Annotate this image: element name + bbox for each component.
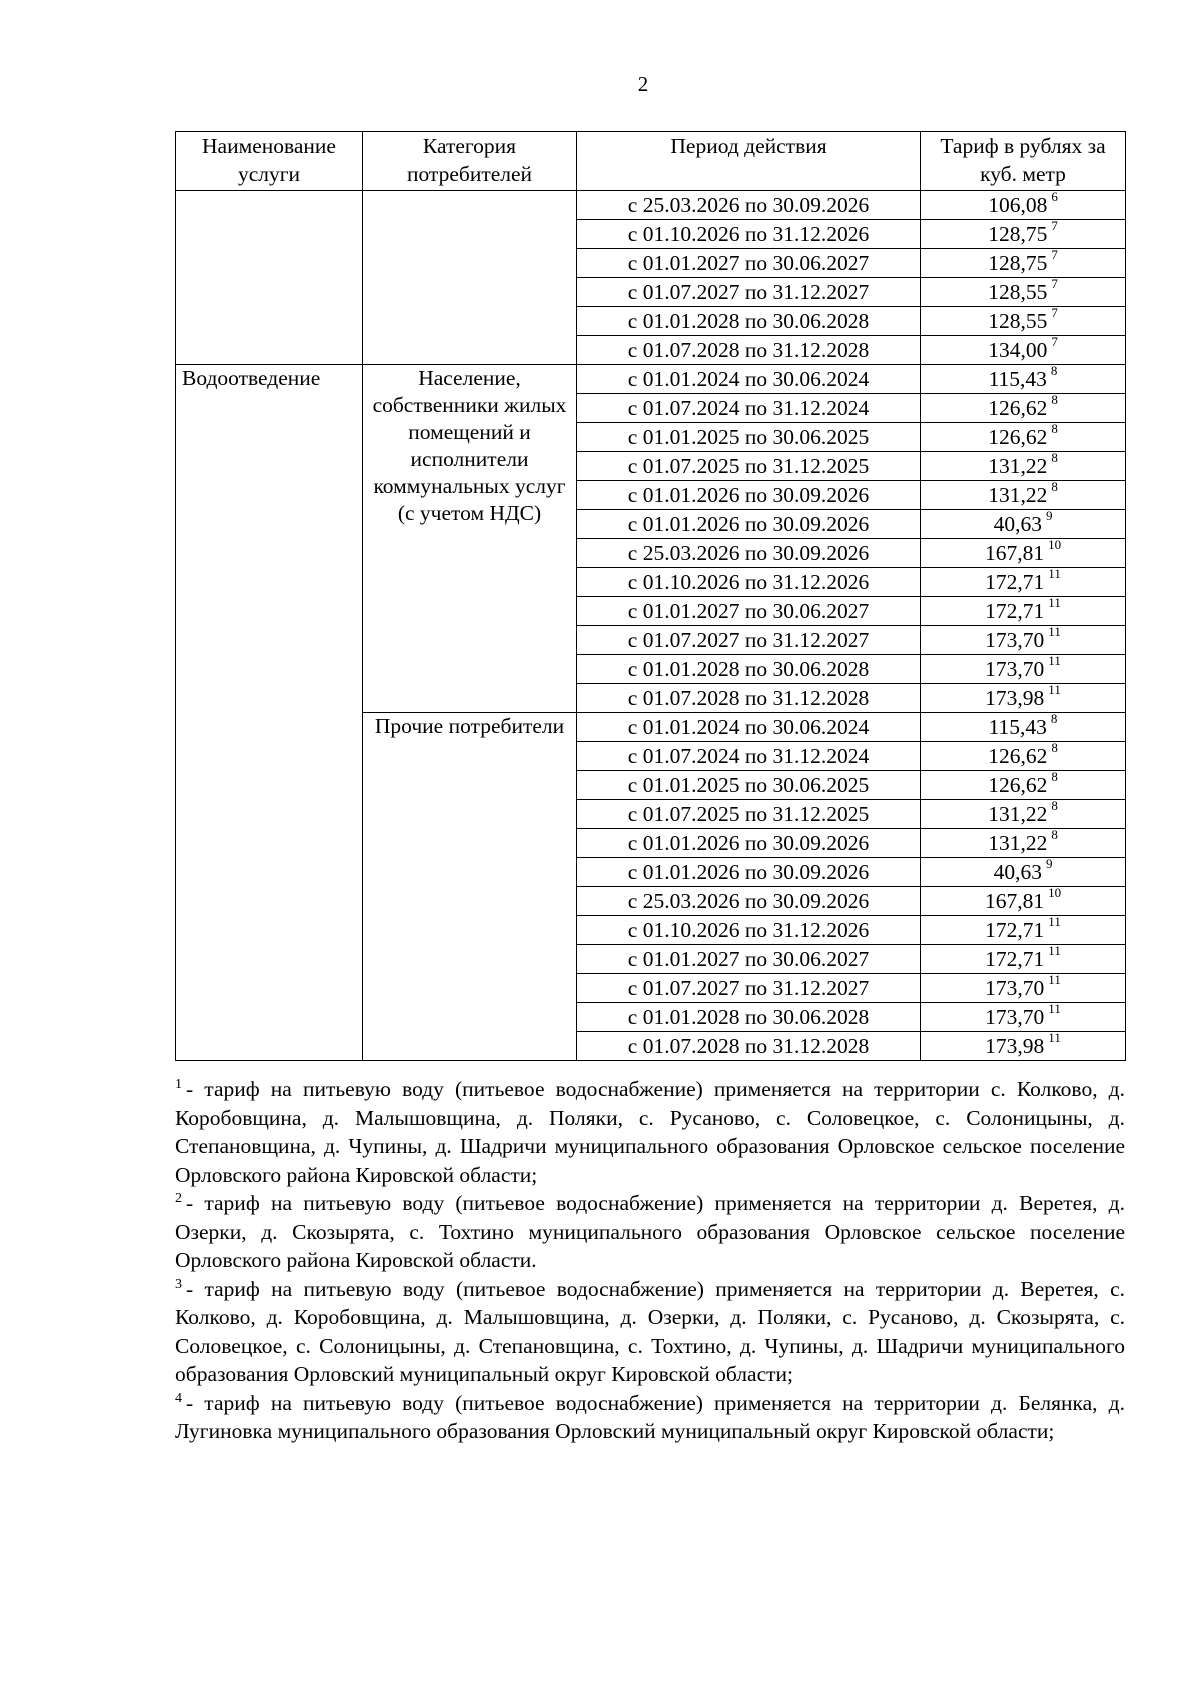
tariff-cell (921, 217, 1126, 249)
tariff-footnote-ref: 8 (1050, 362, 1058, 378)
table-row (176, 191, 1126, 220)
tariff-footnote-ref: 10 (1048, 536, 1062, 552)
footnote-text: - тариф на питьевую воду (питьевое водоснабжение) применяется на территории д. Белянка, д. Лугиновка муниципального образования Орловский муниципальный округ Кировской области; (175, 1390, 1125, 1443)
tariff-cell (921, 304, 1126, 336)
period-cell: с 01.01.2024 по 30.06.2024 (577, 713, 921, 742)
tariff-footnote-ref: 8 (1050, 710, 1058, 726)
period-cell: с 01.01.2028 по 30.06.2028 (577, 655, 921, 684)
tariff-cell (921, 652, 1126, 684)
tariff-value: 173,98 (985, 685, 1045, 710)
header-service: Наименование услуги (176, 132, 363, 191)
period-cell: с 01.01.2024 по 30.06.2024 (577, 365, 921, 394)
tariff-footnote-ref: 8 (1051, 449, 1058, 465)
category-cell: Прочие потребители (363, 713, 577, 1061)
period-cell: с 01.01.2027 по 30.06.2027 (577, 249, 921, 278)
table-row (176, 365, 1126, 394)
tariff-value: 172,71 (985, 598, 1045, 623)
tariff-cell (921, 536, 1126, 568)
period-cell: с 01.01.2026 по 30.09.2026 (577, 829, 921, 858)
tariff-footnote-ref: 11 (1048, 942, 1061, 958)
period-cell: с 25.03.2026 по 30.09.2026 (577, 191, 921, 220)
footnote-text: - тариф на питьевую воду (питьевое водоснабжение) применяется на территории д. Веретея, с. Колково, д. Коробовщина, д. Малышовщина, д. Озерки, д. Поляки, с. Русаново, д. Скозырята, с. Соловецкое, с. Солоницыны, д. Степановщина, с. Тохтино, д. Чупины, д. Шадричи муниципального образования Орловский муниципальный округ Кировской области; (175, 1276, 1125, 1386)
tariff-footnote-ref: 9 (1045, 507, 1053, 523)
tariff-cell (921, 1029, 1126, 1061)
tariff-value: 173,70 (985, 975, 1045, 1000)
category-cell: Население, собственники жилых помещений и исполнители коммунальных услуг (с учетом НДС) (363, 365, 577, 713)
page-number: 2 (637, 72, 649, 96)
tariff-cell (921, 942, 1126, 974)
period-cell: с 01.07.2027 по 31.12.2027 (577, 278, 921, 307)
tariff-value: 106,08 (988, 192, 1048, 217)
tariff-cell (921, 768, 1126, 800)
service-name-cell: Водоотведение (176, 365, 363, 1061)
footnote-mark: 2 (175, 1191, 182, 1206)
period-cell: с 01.07.2028 по 31.12.2028 (577, 684, 921, 713)
tariff-cell (921, 710, 1126, 742)
tariff-footnote-ref: 8 (1051, 420, 1058, 436)
footnote (175, 1075, 1125, 1189)
tariff-cell (921, 507, 1126, 539)
service-cell-continued (176, 191, 363, 365)
header-tariff: Тариф в рублях за куб. метр (921, 132, 1126, 191)
period-cell: с 01.01.2025 по 30.06.2025 (577, 771, 921, 800)
tariff-value: 131,22 (988, 453, 1048, 478)
tariff-value: 128,75 (988, 250, 1048, 275)
tariff-value: 128,55 (988, 279, 1048, 304)
tariff-value: 172,71 (985, 946, 1045, 971)
period-cell: с 01.01.2025 по 30.06.2025 (577, 423, 921, 452)
tariff-value: 172,71 (985, 569, 1045, 594)
header-period: Период действия (577, 132, 921, 191)
tariff-footnote-ref: 11 (1048, 565, 1061, 581)
tariff-cell (921, 913, 1126, 945)
footnote (175, 1189, 1125, 1275)
footnote-mark: 3 (175, 1276, 182, 1292)
period-cell: с 01.01.2026 по 30.09.2026 (577, 858, 921, 887)
tariff-value: 40,63 (993, 859, 1042, 884)
tariff-cell (921, 855, 1126, 887)
tariff-footnote-ref: 11 (1048, 913, 1061, 929)
tariff-footnote-ref: 10 (1048, 884, 1062, 900)
footnote-mark: 4 (175, 1390, 182, 1406)
category-cell-continued (363, 191, 577, 365)
period-cell: с 01.07.2027 по 31.12.2027 (577, 626, 921, 655)
tariff-cell (921, 826, 1126, 858)
tariff-footnote-ref: 7 (1051, 217, 1058, 233)
tariff-cell (921, 797, 1126, 829)
period-cell: с 01.10.2026 по 31.12.2026 (577, 916, 921, 945)
tariff-cell (921, 565, 1126, 597)
table-body (176, 188, 1126, 1061)
tariff-footnote-ref: 6 (1051, 188, 1058, 204)
tariff-value: 173,70 (985, 627, 1045, 652)
tariff-footnote-ref: 8 (1051, 768, 1058, 784)
tariff-cell (921, 420, 1126, 452)
period-cell: с 25.03.2026 по 30.09.2026 (577, 887, 921, 916)
tariff-value: 172,71 (985, 917, 1045, 942)
period-cell: с 01.01.2028 по 30.06.2028 (577, 307, 921, 336)
tariff-value: 126,62 (988, 424, 1048, 449)
period-cell: с 25.03.2026 по 30.09.2026 (577, 539, 921, 568)
period-cell: с 01.01.2026 по 30.09.2026 (577, 481, 921, 510)
tariff-value: 173,70 (985, 656, 1045, 681)
tariff-footnote-ref: 11 (1048, 594, 1061, 610)
tariff-footnote-ref: 9 (1045, 855, 1053, 871)
period-cell: с 01.07.2025 по 31.12.2025 (577, 452, 921, 481)
tariff-value: 115,43 (988, 366, 1047, 391)
tariff-cell (921, 739, 1126, 771)
period-cell: с 01.01.2027 по 30.06.2027 (577, 597, 921, 626)
tariff-value: 128,75 (988, 221, 1048, 246)
tariff-footnote-ref: 11 (1048, 971, 1061, 987)
tariff-footnote-ref: 8 (1051, 739, 1058, 755)
tariff-cell (921, 449, 1126, 481)
tariff-cell (921, 971, 1126, 1003)
tariff-cell (921, 623, 1126, 655)
tariff-footnote-ref: 8 (1051, 478, 1058, 494)
tariff-value: 131,22 (988, 801, 1048, 826)
footnote-text: - тариф на питьевую воду (питьевое водоснабжение) применяется на территории с. Колково, д. Коробовщина, д. Малышовщина, д. Поляки, с. Русаново, с. Соловецкое, с. Солоницыны, д. Степановщина, д. Чупины, д. Шадричи муниципального образования Орловское сельское поселение Орловского района Кировской области; (175, 1077, 1125, 1187)
tariff-footnote-ref: 11 (1048, 1000, 1061, 1016)
tariff-cell (921, 246, 1126, 278)
tariff-footnote-ref: 11 (1048, 652, 1061, 668)
tariff-cell (921, 884, 1126, 916)
tariff-table (175, 131, 1126, 1061)
period-cell: с 01.07.2028 по 31.12.2028 (577, 1032, 921, 1061)
tariff-cell (921, 391, 1126, 423)
tariff-footnote-ref: 8 (1051, 826, 1058, 842)
tariff-cell (921, 681, 1126, 713)
period-cell: с 01.01.2027 по 30.06.2027 (577, 945, 921, 974)
tariff-value: 131,22 (988, 482, 1048, 507)
tariff-value: 126,62 (988, 743, 1048, 768)
tariff-cell (921, 1000, 1126, 1032)
tariff-value: 134,00 (988, 337, 1048, 362)
tariff-footnote-ref: 8 (1051, 797, 1058, 813)
period-cell: с 01.01.2026 по 30.09.2026 (577, 510, 921, 539)
tariff-footnote-ref: 11 (1048, 623, 1061, 639)
footnote-text: - тариф на питьевую воду (питьевое водоснабжение) применяется на территории д. Веретея, д. Озерки, д. Скозырята, с. Тохтино муниципального образования Орловское сельское поселение Орловского района Кировской области. (175, 1191, 1125, 1272)
footnotes (175, 1075, 1125, 1446)
tariff-value: 173,70 (985, 1004, 1045, 1029)
tariff-cell (921, 275, 1126, 307)
tariff-value: 40,63 (993, 511, 1042, 536)
footnote (175, 1389, 1125, 1446)
tariff-value: 126,62 (988, 772, 1048, 797)
tariff-cell (921, 594, 1126, 626)
footnote (175, 1275, 1125, 1389)
period-cell: с 01.07.2028 по 31.12.2028 (577, 336, 921, 365)
tariff-cell (921, 478, 1126, 510)
tariff-footnote-ref: 11 (1048, 1029, 1061, 1045)
tariff-value: 115,43 (988, 714, 1047, 739)
tariff-footnote-ref: 7 (1051, 275, 1058, 291)
tariff-value: 173,98 (985, 1033, 1045, 1058)
period-cell: с 01.07.2024 по 31.12.2024 (577, 394, 921, 423)
period-cell: с 01.07.2025 по 31.12.2025 (577, 800, 921, 829)
tariff-footnote-ref: 8 (1051, 391, 1058, 407)
tariff-value: 167,81 (984, 888, 1045, 913)
period-cell: с 01.10.2026 по 31.12.2026 (577, 568, 921, 597)
tariff-value: 131,22 (988, 830, 1048, 855)
tariff-cell (921, 333, 1126, 365)
period-cell: с 01.07.2024 по 31.12.2024 (577, 742, 921, 771)
period-cell: с 01.10.2026 по 31.12.2026 (577, 220, 921, 249)
tariff-cell (921, 362, 1126, 394)
tariff-cell (921, 188, 1126, 220)
footnote-mark: 1 (175, 1077, 182, 1092)
tariff-footnote-ref: 7 (1051, 246, 1058, 262)
tariff-value: 126,62 (988, 395, 1048, 420)
tariff-value: 128,55 (988, 308, 1048, 333)
tariff-footnote-ref: 7 (1051, 304, 1058, 320)
header-category: Категория потребителей (363, 132, 577, 191)
tariff-value: 167,81 (984, 540, 1045, 565)
tariff-footnote-ref: 11 (1048, 681, 1061, 697)
table-header-row (176, 132, 1126, 191)
period-cell: с 01.07.2027 по 31.12.2027 (577, 974, 921, 1003)
period-cell: с 01.01.2028 по 30.06.2028 (577, 1003, 921, 1032)
tariff-footnote-ref: 7 (1051, 333, 1058, 349)
